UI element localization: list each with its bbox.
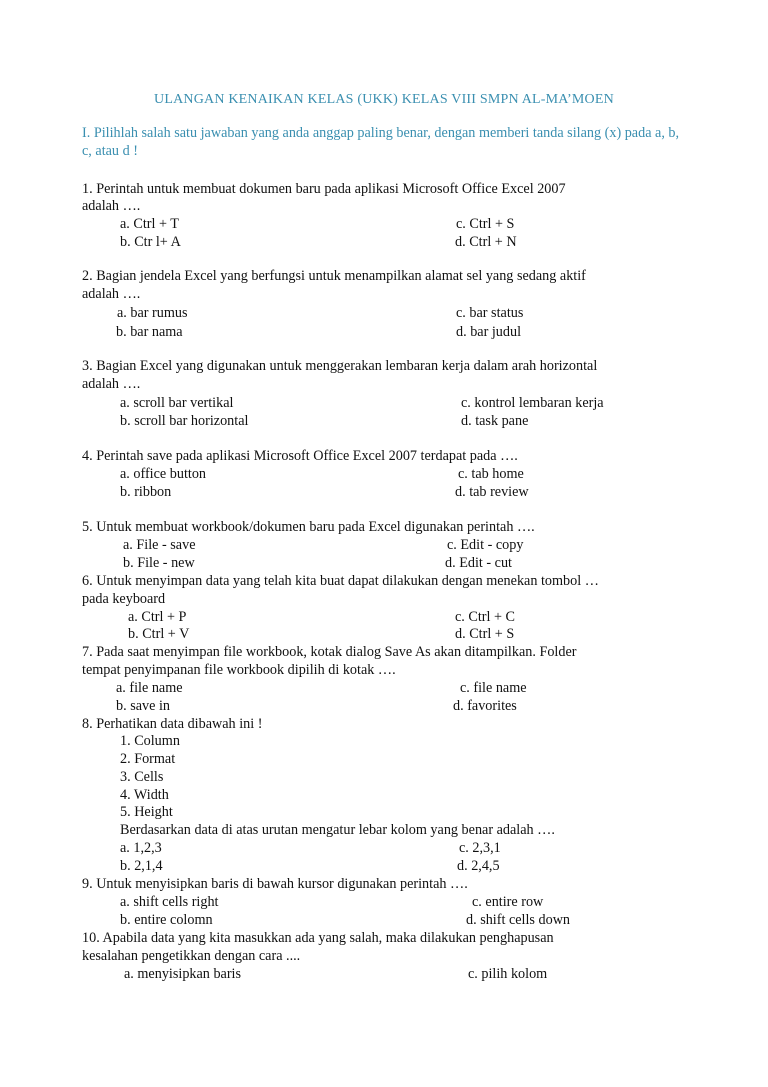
q8-list-item-5: 5. Height <box>120 804 173 820</box>
q3-option-a: a. scroll bar vertikal <box>120 395 234 411</box>
question-6-line-2: pada keyboard <box>82 591 166 607</box>
question-1-line-2: adalah …. <box>82 198 141 214</box>
q5-option-b: b. File - new <box>123 555 195 571</box>
question-7-line-2: tempat penyimpanan file workbook dipilih di kotak …. <box>82 662 396 678</box>
q3-option-d: d. task pane <box>461 413 529 429</box>
question-3-line-2: adalah …. <box>82 376 141 392</box>
q8-option-d: d. 2,4,5 <box>457 858 500 874</box>
q4-option-a: a. office button <box>120 466 207 482</box>
q3-option-c: c. kontrol lembaran kerja <box>461 395 604 411</box>
q5-option-d: d. Edit - cut <box>445 555 512 571</box>
q7-option-d: d. favorites <box>453 698 517 714</box>
q6-option-a: a. Ctrl + P <box>128 609 187 625</box>
q5-option-c: c. Edit - copy <box>447 537 524 553</box>
question-3-line-1: 3. Bagian Excel yang digunakan untuk menggerakan lembaran kerja dalam arah horizontal <box>82 358 598 374</box>
question-8-line-1: 8. Perhatikan data dibawah ini ! <box>82 716 263 732</box>
question-6-line-1: 6. Untuk menyimpan data yang telah kita buat dapat dilakukan dengan menekan tombol … <box>82 573 599 589</box>
q1-option-d: d. Ctrl + N <box>455 234 517 250</box>
q3-option-b: b. scroll bar horizontal <box>120 413 249 429</box>
question-7-line-1: 7. Pada saat menyimpan file workbook, kotak dialog Save As akan ditampilkan. Folder <box>82 644 577 660</box>
page-title: ULANGAN KENAIKAN KELAS (UKK) KELAS VIII SMPN AL-MA’MOEN <box>154 92 614 107</box>
q8-extra-text: Berdasarkan data di atas urutan mengatur lebar kolom yang benar adalah …. <box>120 822 555 838</box>
q10-option-c: c. pilih kolom <box>468 966 548 982</box>
question-4-line-1: 4. Perintah save pada aplikasi Microsoft Office Excel 2007 terdapat pada …. <box>82 448 518 464</box>
q1-option-a: a. Ctrl + T <box>120 216 179 232</box>
question-5-line-1: 5. Untuk membuat workbook/dokumen baru pada Excel digunakan perintah …. <box>82 519 535 535</box>
q1-option-c: c. Ctrl + S <box>456 216 515 232</box>
q4-option-b: b. ribbon <box>120 484 172 500</box>
q1-option-b: b. Ctr l+ A <box>120 234 181 250</box>
q8-option-c: c. 2,3,1 <box>459 840 501 856</box>
question-9-line-1: 9. Untuk menyisipkan baris di bawah kursor digunakan perintah …. <box>82 876 468 892</box>
instruction-text: I. Pilihlah salah satu jawaban yang anda anggap paling benar, dengan memberi tanda silang (x) pada a, b, c, atau d ! <box>82 125 680 159</box>
question-2-line-2: adalah …. <box>82 286 141 302</box>
q8-list-item-1: 1. Column <box>120 733 180 749</box>
q9-option-b: b. entire colomn <box>120 912 213 928</box>
q4-option-c: c. tab home <box>458 466 524 482</box>
q4-option-d: d. tab review <box>455 484 529 500</box>
q9-option-a: a. shift cells right <box>120 894 219 910</box>
question-1-line-1: 1. Perintah untuk membuat dokumen baru pada aplikasi Microsoft Office Excel 2007 <box>82 181 566 197</box>
q6-option-b: b. Ctrl + V <box>128 626 190 642</box>
q7-option-b: b. save in <box>116 698 170 714</box>
q2-option-a: a. bar rumus <box>117 305 188 321</box>
q2-option-c: c. bar status <box>456 305 524 321</box>
q10-option-a: a. menyisipkan baris <box>124 966 242 982</box>
q7-option-a: a. file name <box>116 680 183 696</box>
q2-option-d: d. bar judul <box>456 324 522 340</box>
q8-list-item-2: 2. Format <box>120 751 176 767</box>
question-10-line-1: 10. Apabila data yang kita masukkan ada yang salah, maka dilakukan penghapusan <box>82 930 554 946</box>
question-2-line-1: 2. Bagian jendela Excel yang berfungsi untuk menampilkan alamat sel yang sedang aktif <box>82 268 586 284</box>
q8-option-a: a. 1,2,3 <box>120 840 162 856</box>
q8-list-item-3: 3. Cells <box>120 769 164 785</box>
q8-list-item-4: 4. Width <box>120 787 169 803</box>
q6-option-d: d. Ctrl + S <box>455 626 515 642</box>
q8-option-b: b. 2,1,4 <box>120 858 163 874</box>
q5-option-a: a. File - save <box>123 537 196 553</box>
question-10-line-2: kesalahan pengetikkan dengan cara .... <box>82 948 301 964</box>
q6-option-c: c. Ctrl + C <box>455 609 516 625</box>
q9-option-c: c. entire row <box>472 894 544 910</box>
q7-option-c: c. file name <box>460 680 527 696</box>
q9-option-d: d. shift cells down <box>466 912 571 928</box>
q2-option-b: b. bar nama <box>116 324 183 340</box>
